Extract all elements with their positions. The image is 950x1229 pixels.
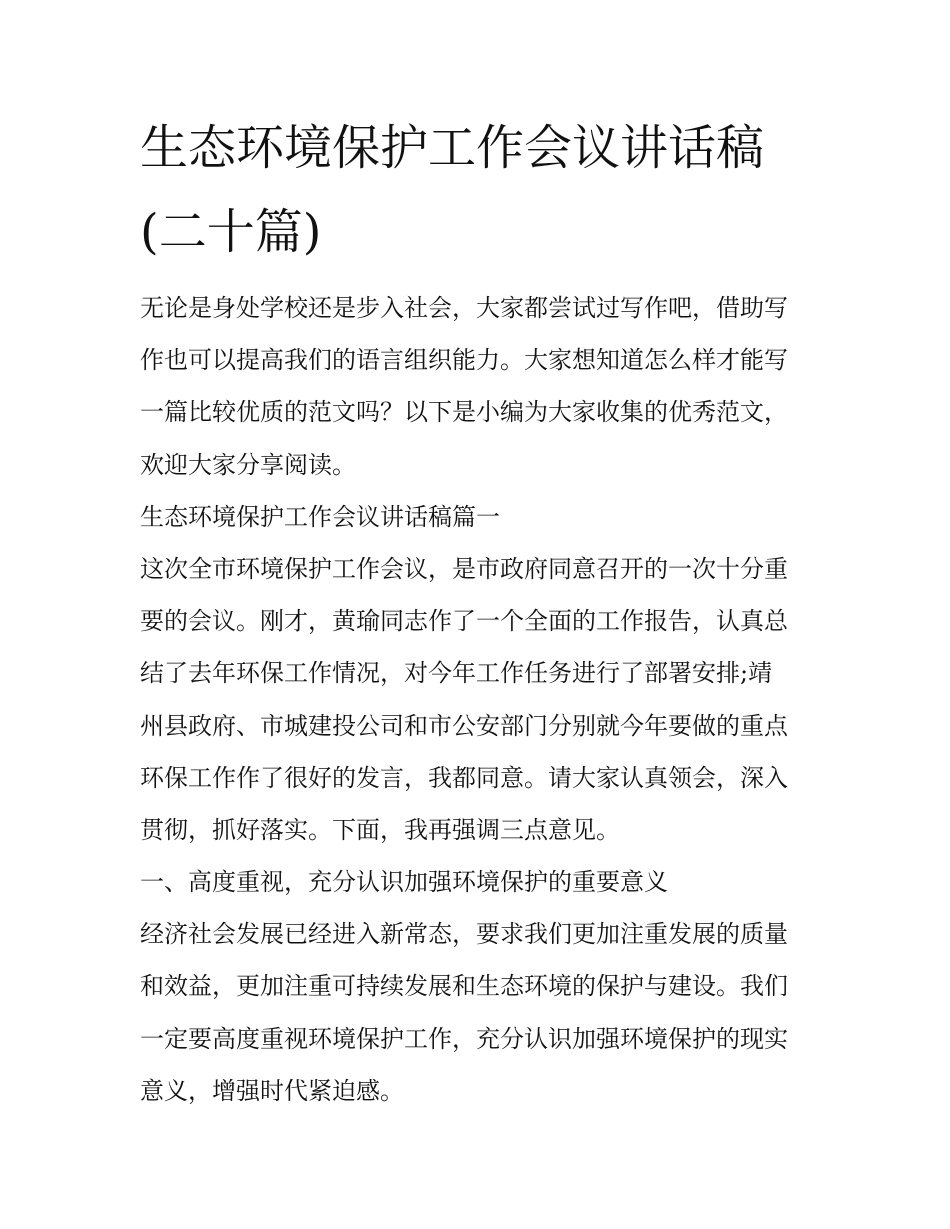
text-line: 一篇比较优质的范文吗？以下是小编为大家收集的优秀范文，	[140, 398, 788, 427]
text-line: 一定要高度重视环境保护工作，充分认识加强环境保护的现实	[140, 1024, 788, 1053]
text-line: 这次全市环境保护工作会议，是市政府同意召开的一次十分重	[140, 554, 788, 583]
body-paragraph	[140, 908, 812, 1117]
text-line: 和效益，更加注重可持续发展和生态环境的保护与建设。我们	[140, 972, 788, 1001]
text-line: 意义，增强时代紧迫感。	[140, 1076, 404, 1105]
text-line: 州县政府、市城建投公司和市公安部门分别就今年要做的重点	[140, 711, 788, 740]
text-line: 无论是身处学校还是步入社会，大家都尝试过写作吧，借助写	[140, 294, 788, 322]
body-paragraph	[140, 543, 812, 856]
text-line: 贯彻，抓好落实。下面，我再强调三点意见。	[140, 815, 620, 844]
title-line: 生态环境保护工作会议讲话稿	[140, 120, 765, 176]
text-line: 经济社会发展已经进入新常态，要求我们更加注重发展的质量	[140, 920, 788, 949]
text-line: 欢迎大家分享阅读。	[140, 450, 356, 479]
text-line: 结了去年环保工作情况，对今年工作任务进行了部署安排;靖	[140, 659, 773, 688]
title-line: (二十篇)	[140, 204, 322, 260]
document-body	[140, 282, 812, 1117]
section-heading	[140, 491, 812, 543]
intro-paragraph	[140, 282, 812, 491]
point-heading	[140, 856, 812, 908]
text-line: 生态环境保护工作会议讲话稿篇一	[140, 502, 500, 531]
text-line: 一、高度重视，充分认识加强环境保护的重要意义	[140, 868, 668, 897]
document-title	[140, 112, 840, 280]
text-line: 环保工作作了很好的发言，我都同意。请大家认真领会，深入	[140, 763, 788, 792]
text-line: 要的会议。刚才，黄瑜同志作了一个全面的工作报告，认真总	[140, 607, 788, 636]
text-line: 作也可以提高我们的语言组织能力。大家想知道怎么样才能写	[140, 346, 788, 375]
